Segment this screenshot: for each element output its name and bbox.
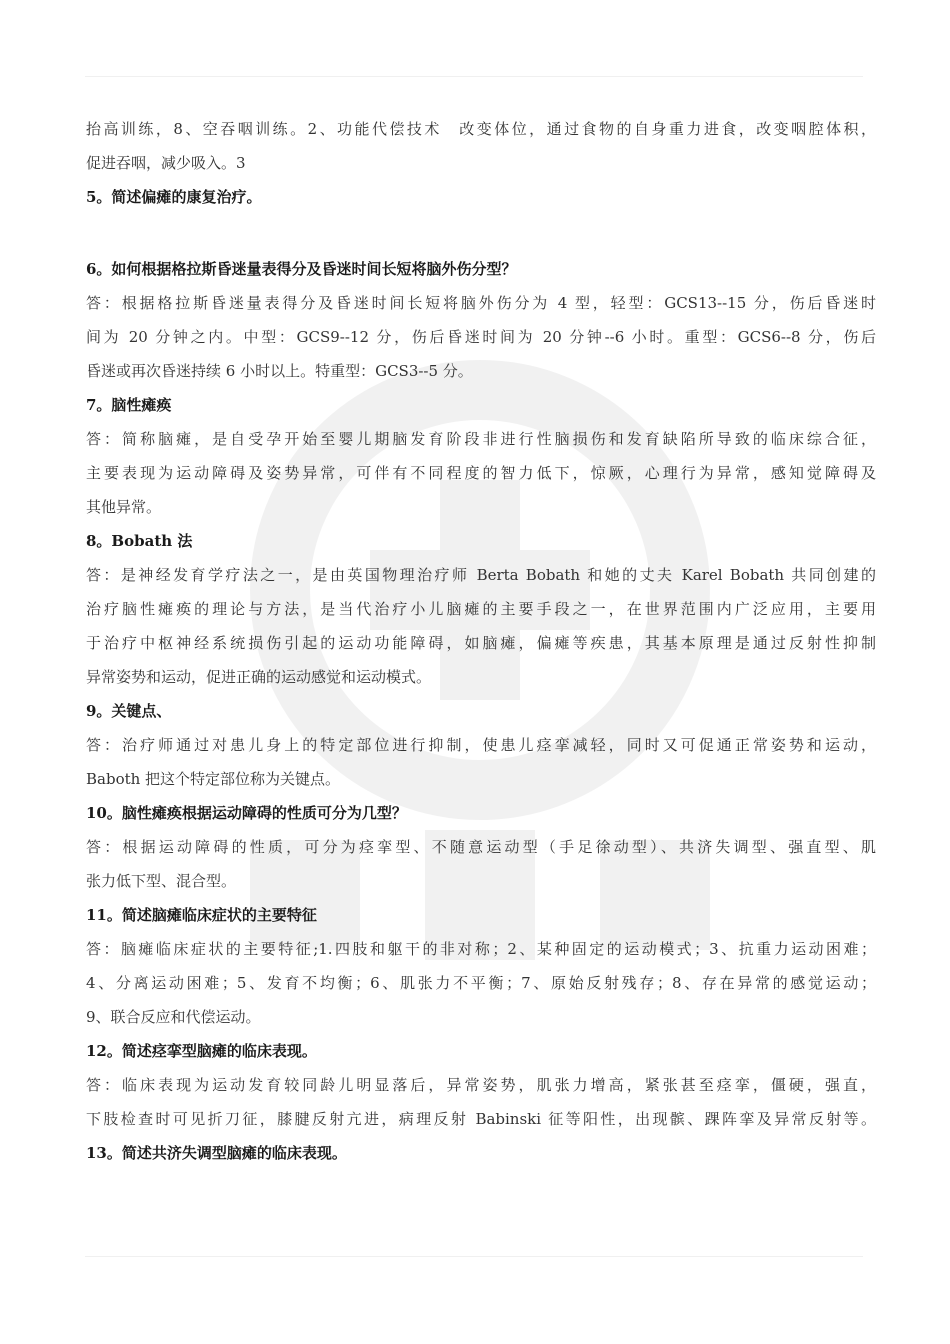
- answer-8-line: 答：是神经发育学疗法之一，是由英国物理治疗师 Berta Bobath 和她的丈夫 Karel Bobath 共同创建的: [86, 566, 876, 584]
- answer-7-line: 其他异常。: [86, 498, 162, 516]
- answer-11-line: 4、分离运动困难；5、发育不均衡；6、肌张力不平衡；7、原始反射残存；8、存在异常的感觉运动；: [86, 974, 876, 992]
- question-6-heading: 6。如何根据格拉斯昏迷量表得分及昏迷时间长短将脑外伤分型？: [86, 260, 517, 278]
- answer-6-line: 答：根据格拉斯昏迷量表得分及昏迷时间长短将脑外伤分为 4 型，轻型：GCS13--15 分，伤后昏迷时: [86, 294, 876, 312]
- answer-11-line: 答：脑瘫临床症状的主要特征;1.四肢和躯干的非对称；2、某种固定的运动模式；3、抗重力运动困难；: [86, 940, 876, 958]
- answer-7-line: 主要表现为运动障碍及姿势异常，可伴有不同程度的智力低下，惊厥，心理行为异常，感知觉障碍及: [86, 464, 876, 482]
- answer-9-line: Baboth 把这个特定部位称为关键点。: [86, 770, 341, 788]
- answer-8-line: 于治疗中枢神经系统损伤引起的运动功能障碍，如脑瘫，偏瘫等疾患，其基本原理是通过反射性抑制: [86, 634, 876, 652]
- answer-6-line: 昏迷或再次昏迷持续 6 小时以上。特重型：GCS3--5 分。: [86, 362, 473, 380]
- answer-10-line: 答：根据运动障碍的性质，可分为痉挛型、不随意运动型（手足徐动型）、共济失调型、强直型、肌: [86, 838, 876, 856]
- answer-11-line: 9、联合反应和代偿运动。: [86, 1008, 261, 1026]
- question-8-heading: 8。Bobath 法: [86, 532, 193, 550]
- document-body: [86, 112, 876, 1170]
- question-9-heading: 9。关键点、: [86, 702, 172, 720]
- question-13-heading: 13。简述共济失调型脑瘫的临床表现。: [86, 1144, 347, 1162]
- answer-9-line: 答：治疗师通过对患儿身上的特定部位进行抑制，使患儿痉挛减轻，同时又可促通正常姿势和运动，: [86, 736, 876, 754]
- question-5-heading: 5。简述偏瘫的康复治疗。: [86, 188, 262, 206]
- paragraph-line: 促进吞咽，减少吸入。3: [86, 154, 246, 172]
- answer-10-line: 张力低下型、混合型。: [86, 872, 237, 890]
- question-7-heading: 7。脑性瘫痪: [86, 396, 172, 414]
- spacer: [86, 214, 876, 252]
- footer-rule: [85, 1256, 863, 1257]
- question-12-heading: 12。简述痉挛型脑瘫的临床表现。: [86, 1042, 317, 1060]
- answer-8-line: 异常姿势和运动，促进正确的运动感觉和运动模式。: [86, 668, 432, 686]
- answer-6-line: 间为 20 分钟之内。中型：GCS9--12 分，伤后昏迷时间为 20 分钟--6 小时。重型：GCS6--8 分，伤后: [86, 328, 876, 346]
- paragraph-line: 抬高训练，8、空吞咽训练。2、功能代偿技术 改变体位，通过食物的自身重力进食，改变咽腔体积，: [86, 120, 876, 138]
- question-11-heading: 11。简述脑瘫临床症状的主要特征: [86, 906, 317, 924]
- answer-12-line: 答：临床表现为运动发育较同龄儿明显落后，异常姿势，肌张力增高，紧张甚至痉挛，僵硬，强直，: [86, 1076, 876, 1094]
- answer-12-line: 下肢检查时可见折刀征，膝腱反射亢进，病理反射 Babinski 征等阳性，出现髌、踝阵挛及异常反射等。: [86, 1110, 876, 1128]
- question-10-heading: 10。脑性瘫痪根据运动障碍的性质可分为几型？: [86, 804, 407, 822]
- answer-8-line: 治疗脑性瘫痪的理论与方法，是当代治疗小儿脑瘫的主要手段之一，在世界范围内广泛应用，主要用: [86, 600, 876, 618]
- answer-7-line: 答：简称脑瘫，是自受孕开始至婴儿期脑发育阶段非进行性脑损伤和发育缺陷所导致的临床综合征，: [86, 430, 876, 448]
- header-rule: [85, 76, 863, 77]
